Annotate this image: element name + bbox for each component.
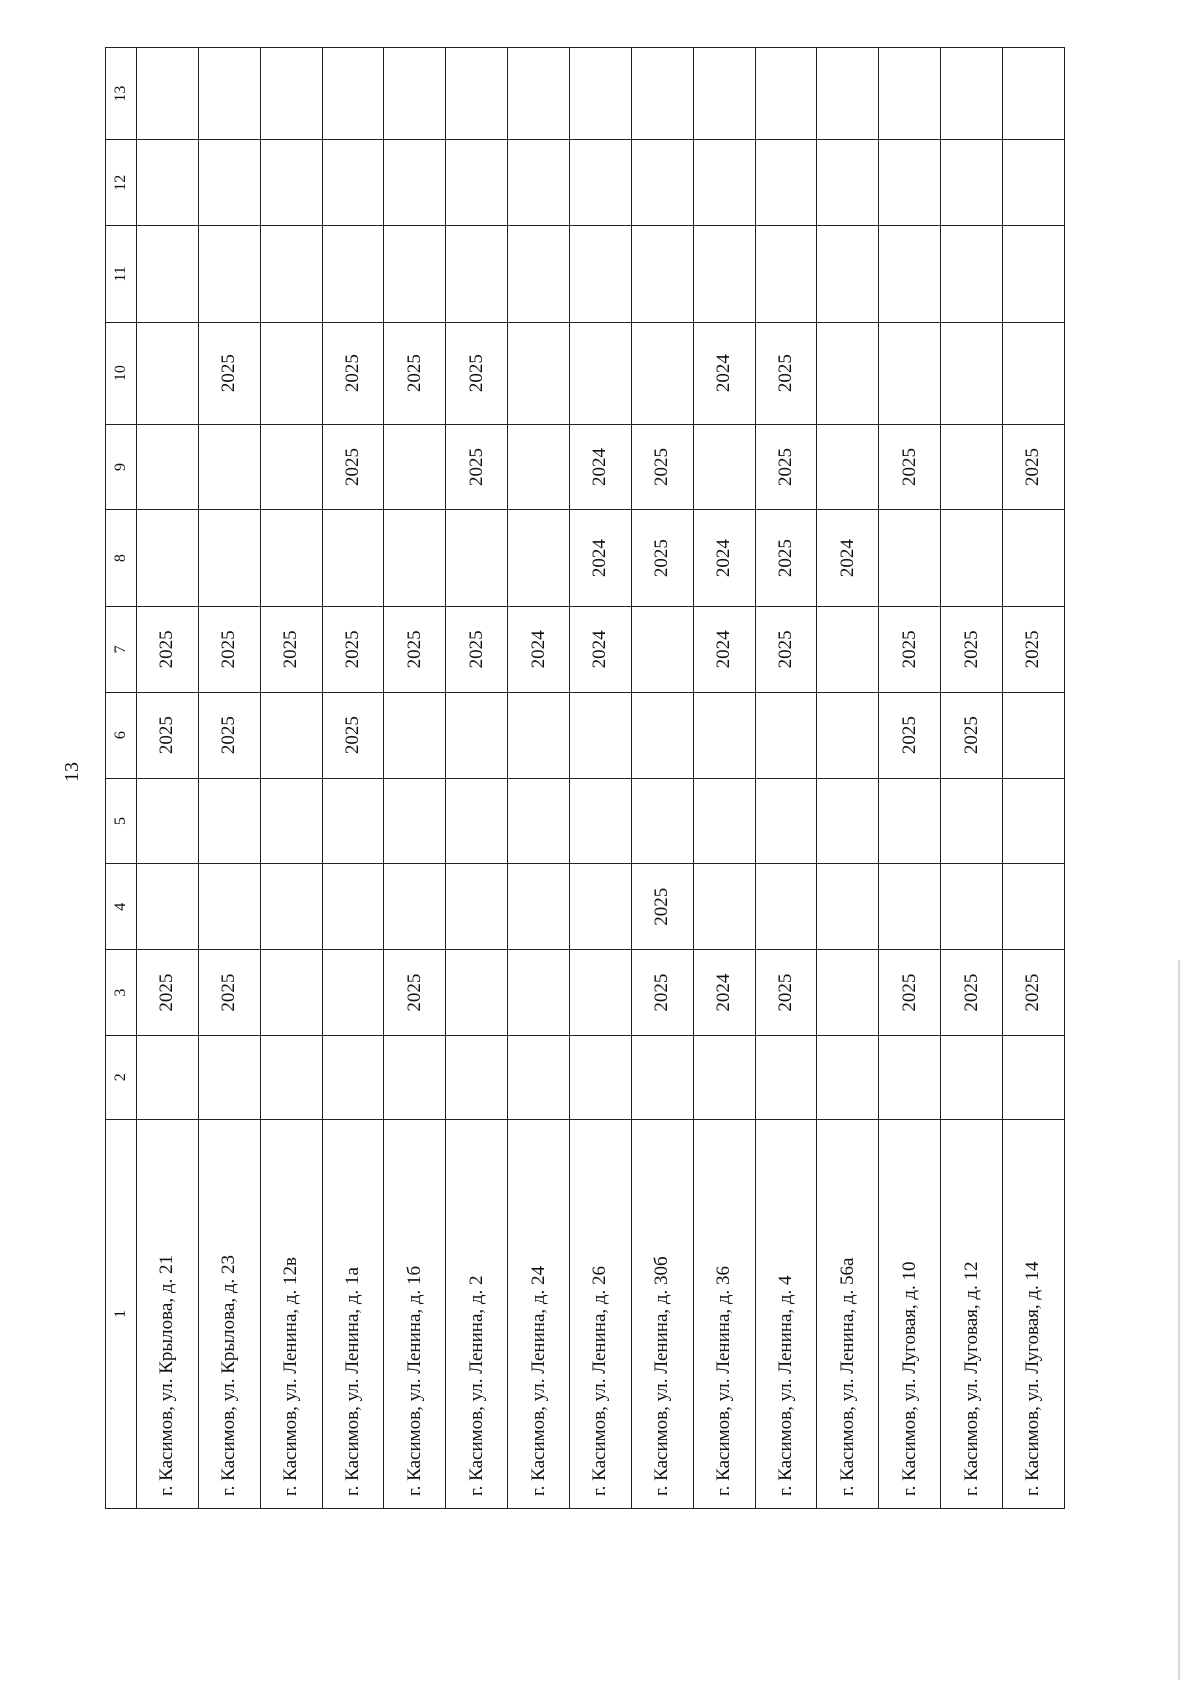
year-cell xyxy=(322,950,384,1036)
year-cell xyxy=(1002,140,1064,226)
year-cell xyxy=(384,226,446,323)
year-cell xyxy=(941,424,1003,510)
year-cell xyxy=(136,140,198,226)
year-cell xyxy=(879,48,941,140)
address-cell: г. Касимов, ул. Ленина, д. 2 xyxy=(446,1119,508,1508)
year-cell xyxy=(755,1035,817,1119)
year-cell xyxy=(198,510,260,607)
year-cell xyxy=(136,1035,198,1119)
year-cell xyxy=(1002,510,1064,607)
year-cell xyxy=(260,692,322,778)
year-cell xyxy=(446,1035,508,1119)
table-row xyxy=(322,48,384,1509)
year-cell xyxy=(446,140,508,226)
address-cell: г. Касимов, ул. Крылова, д. 21 xyxy=(136,1119,198,1508)
year-cell xyxy=(446,226,508,323)
year-cell xyxy=(631,322,693,424)
table-row xyxy=(755,48,817,1509)
year-cell xyxy=(817,322,879,424)
year-cell xyxy=(260,510,322,607)
column-number: 2 xyxy=(106,1035,137,1119)
year-cell: 2025 xyxy=(198,950,260,1036)
year-cell: 2025 xyxy=(755,424,817,510)
year-cell xyxy=(817,606,879,692)
year-cell: 2025 xyxy=(631,864,693,950)
address-cell: г. Касимов, ул. Ленина, д. 36 xyxy=(693,1119,755,1508)
year-cell xyxy=(1002,48,1064,140)
year-cell xyxy=(817,864,879,950)
year-cell xyxy=(755,778,817,864)
column-number: 12 xyxy=(106,140,137,226)
year-cell xyxy=(260,864,322,950)
address-cell: г. Касимов, ул. Ленина, д. 56а xyxy=(817,1119,879,1508)
year-cell xyxy=(941,48,1003,140)
scan-edge-rule xyxy=(1178,960,1180,1680)
year-cell xyxy=(693,864,755,950)
address-cell: г. Касимов, ул. Крылова, д. 23 xyxy=(198,1119,260,1508)
year-cell: 2025 xyxy=(1002,950,1064,1036)
year-cell xyxy=(1002,864,1064,950)
year-cell xyxy=(260,48,322,140)
year-cell: 2025 xyxy=(446,424,508,510)
year-cell xyxy=(755,226,817,323)
year-cell xyxy=(755,864,817,950)
year-cell xyxy=(260,778,322,864)
year-cell xyxy=(508,1035,570,1119)
year-cell xyxy=(384,692,446,778)
year-cell: 2025 xyxy=(941,692,1003,778)
table-body xyxy=(106,48,1065,1509)
year-cell: 2025 xyxy=(755,322,817,424)
year-cell xyxy=(446,778,508,864)
year-cell xyxy=(693,778,755,864)
year-cell xyxy=(693,1035,755,1119)
year-cell: 2024 xyxy=(569,606,631,692)
year-cell xyxy=(879,1035,941,1119)
column-number: 8 xyxy=(106,510,137,607)
year-cell xyxy=(631,1035,693,1119)
schedule-table-sheet xyxy=(105,47,1065,1509)
year-cell xyxy=(817,950,879,1036)
address-cell: г. Касимов, ул. Ленина, д. 12в xyxy=(260,1119,322,1508)
year-cell xyxy=(569,140,631,226)
year-cell: 2025 xyxy=(384,606,446,692)
year-cell xyxy=(755,140,817,226)
table-row xyxy=(198,48,260,1509)
year-cell: 2025 xyxy=(631,424,693,510)
table-row xyxy=(817,48,879,1509)
address-cell: г. Касимов, ул. Ленина, д. 4 xyxy=(755,1119,817,1508)
column-number: 3 xyxy=(106,950,137,1036)
year-cell xyxy=(136,864,198,950)
year-cell: 2025 xyxy=(1002,424,1064,510)
year-cell xyxy=(569,778,631,864)
year-cell xyxy=(446,864,508,950)
table-row xyxy=(260,48,322,1509)
year-cell: 2025 xyxy=(446,322,508,424)
year-cell xyxy=(198,226,260,323)
year-cell xyxy=(817,692,879,778)
year-cell xyxy=(879,226,941,323)
address-cell: г. Касимов, ул. Луговая, д. 10 xyxy=(879,1119,941,1508)
year-cell xyxy=(817,140,879,226)
year-cell xyxy=(136,510,198,607)
year-cell xyxy=(508,226,570,323)
year-cell xyxy=(508,950,570,1036)
year-cell xyxy=(941,510,1003,607)
table-row xyxy=(879,48,941,1509)
year-cell: 2025 xyxy=(136,606,198,692)
table-row xyxy=(384,48,446,1509)
year-cell xyxy=(817,1035,879,1119)
year-cell xyxy=(322,778,384,864)
address-cell: г. Касимов, ул. Ленина, д. 26 xyxy=(569,1119,631,1508)
year-cell xyxy=(384,778,446,864)
schedule-table xyxy=(105,47,1065,1509)
year-cell: 2025 xyxy=(384,322,446,424)
year-cell xyxy=(631,692,693,778)
year-cell xyxy=(384,1035,446,1119)
column-number: 1 xyxy=(106,1119,137,1508)
year-cell xyxy=(693,692,755,778)
year-cell xyxy=(322,1035,384,1119)
page-number xyxy=(61,752,83,792)
year-cell xyxy=(569,48,631,140)
column-number: 11 xyxy=(106,226,137,323)
table-row xyxy=(631,48,693,1509)
table-row xyxy=(1002,48,1064,1509)
year-cell xyxy=(446,692,508,778)
year-cell xyxy=(817,226,879,323)
year-cell xyxy=(569,226,631,323)
year-cell xyxy=(260,950,322,1036)
year-cell: 2024 xyxy=(817,510,879,607)
year-cell xyxy=(384,510,446,607)
year-cell xyxy=(941,778,1003,864)
year-cell: 2024 xyxy=(693,322,755,424)
year-cell xyxy=(693,140,755,226)
address-cell: г. Касимов, ул. Ленина, д. 1а xyxy=(322,1119,384,1508)
column-number: 9 xyxy=(106,424,137,510)
address-cell: г. Касимов, ул. Ленина, д. 30б xyxy=(631,1119,693,1508)
year-cell: 2025 xyxy=(136,692,198,778)
address-cell: г. Касимов, ул. Луговая, д. 12 xyxy=(941,1119,1003,1508)
year-cell: 2024 xyxy=(693,950,755,1036)
year-cell xyxy=(198,1035,260,1119)
year-cell xyxy=(569,864,631,950)
year-cell: 2024 xyxy=(569,510,631,607)
year-cell xyxy=(384,140,446,226)
year-cell xyxy=(136,48,198,140)
year-cell: 2024 xyxy=(693,510,755,607)
year-cell: 2025 xyxy=(198,692,260,778)
table-row xyxy=(569,48,631,1509)
year-cell xyxy=(817,48,879,140)
header-row xyxy=(106,48,137,1509)
year-cell xyxy=(693,424,755,510)
address-cell: г. Касимов, ул. Ленина, д. 24 xyxy=(508,1119,570,1508)
year-cell xyxy=(569,322,631,424)
year-cell: 2025 xyxy=(755,950,817,1036)
year-cell xyxy=(260,322,322,424)
year-cell xyxy=(631,778,693,864)
year-cell: 2025 xyxy=(755,606,817,692)
year-cell: 2024 xyxy=(569,424,631,510)
address-cell: г. Касимов, ул. Ленина, д. 1б xyxy=(384,1119,446,1508)
address-cell: г. Касимов, ул. Луговая, д. 14 xyxy=(1002,1119,1064,1508)
column-number: 10 xyxy=(106,322,137,424)
year-cell: 2024 xyxy=(508,606,570,692)
year-cell xyxy=(384,864,446,950)
year-cell xyxy=(693,48,755,140)
year-cell xyxy=(260,140,322,226)
table-row xyxy=(136,48,198,1509)
year-cell xyxy=(384,424,446,510)
year-cell xyxy=(755,48,817,140)
year-cell xyxy=(755,692,817,778)
page-number-text: 13 xyxy=(61,762,83,782)
year-cell xyxy=(1002,1035,1064,1119)
year-cell xyxy=(198,864,260,950)
year-cell xyxy=(941,1035,1003,1119)
year-cell: 2025 xyxy=(941,950,1003,1036)
year-cell xyxy=(446,950,508,1036)
year-cell: 2025 xyxy=(879,692,941,778)
year-cell xyxy=(631,140,693,226)
column-number: 7 xyxy=(106,606,137,692)
year-cell: 2025 xyxy=(322,606,384,692)
year-cell xyxy=(631,606,693,692)
year-cell xyxy=(136,226,198,323)
year-cell: 2025 xyxy=(322,424,384,510)
year-cell xyxy=(322,140,384,226)
year-cell: 2025 xyxy=(322,322,384,424)
column-number: 6 xyxy=(106,692,137,778)
year-cell xyxy=(136,424,198,510)
year-cell: 2025 xyxy=(941,606,1003,692)
year-cell xyxy=(569,692,631,778)
year-cell xyxy=(879,140,941,226)
year-cell xyxy=(508,140,570,226)
table-row xyxy=(941,48,1003,1509)
year-cell: 2024 xyxy=(693,606,755,692)
year-cell: 2025 xyxy=(879,606,941,692)
year-cell: 2025 xyxy=(631,510,693,607)
year-cell xyxy=(941,140,1003,226)
year-cell xyxy=(260,1035,322,1119)
year-cell xyxy=(198,424,260,510)
year-cell: 2025 xyxy=(879,950,941,1036)
year-cell xyxy=(322,864,384,950)
year-cell: 2025 xyxy=(446,606,508,692)
year-cell xyxy=(198,48,260,140)
year-cell xyxy=(198,140,260,226)
year-cell xyxy=(198,778,260,864)
year-cell: 2025 xyxy=(322,692,384,778)
year-cell xyxy=(1002,226,1064,323)
year-cell: 2025 xyxy=(1002,606,1064,692)
year-cell xyxy=(1002,778,1064,864)
year-cell xyxy=(817,424,879,510)
year-cell xyxy=(136,322,198,424)
year-cell xyxy=(508,864,570,950)
year-cell xyxy=(136,778,198,864)
year-cell xyxy=(879,864,941,950)
year-cell xyxy=(446,510,508,607)
table-row xyxy=(508,48,570,1509)
year-cell xyxy=(508,778,570,864)
year-cell xyxy=(508,692,570,778)
year-cell xyxy=(569,950,631,1036)
year-cell xyxy=(322,48,384,140)
year-cell xyxy=(879,510,941,607)
column-number: 5 xyxy=(106,778,137,864)
year-cell xyxy=(941,226,1003,323)
year-cell xyxy=(260,424,322,510)
column-number: 13 xyxy=(106,48,137,140)
year-cell xyxy=(322,510,384,607)
year-cell: 2025 xyxy=(631,950,693,1036)
table-row xyxy=(693,48,755,1509)
year-cell: 2025 xyxy=(136,950,198,1036)
year-cell xyxy=(569,1035,631,1119)
year-cell: 2025 xyxy=(260,606,322,692)
year-cell: 2025 xyxy=(384,950,446,1036)
year-cell xyxy=(322,226,384,323)
year-cell xyxy=(879,778,941,864)
year-cell xyxy=(879,322,941,424)
table-row xyxy=(446,48,508,1509)
year-cell xyxy=(631,226,693,323)
year-cell: 2025 xyxy=(879,424,941,510)
year-cell: 2025 xyxy=(198,322,260,424)
year-cell xyxy=(508,48,570,140)
year-cell xyxy=(941,322,1003,424)
year-cell xyxy=(693,226,755,323)
year-cell: 2025 xyxy=(198,606,260,692)
year-cell xyxy=(384,48,446,140)
year-cell xyxy=(817,778,879,864)
year-cell xyxy=(260,226,322,323)
year-cell xyxy=(508,510,570,607)
year-cell xyxy=(508,424,570,510)
year-cell xyxy=(446,48,508,140)
year-cell xyxy=(508,322,570,424)
year-cell xyxy=(1002,322,1064,424)
year-cell xyxy=(631,48,693,140)
year-cell xyxy=(1002,692,1064,778)
column-number: 4 xyxy=(106,864,137,950)
year-cell xyxy=(941,864,1003,950)
year-cell: 2025 xyxy=(755,510,817,607)
